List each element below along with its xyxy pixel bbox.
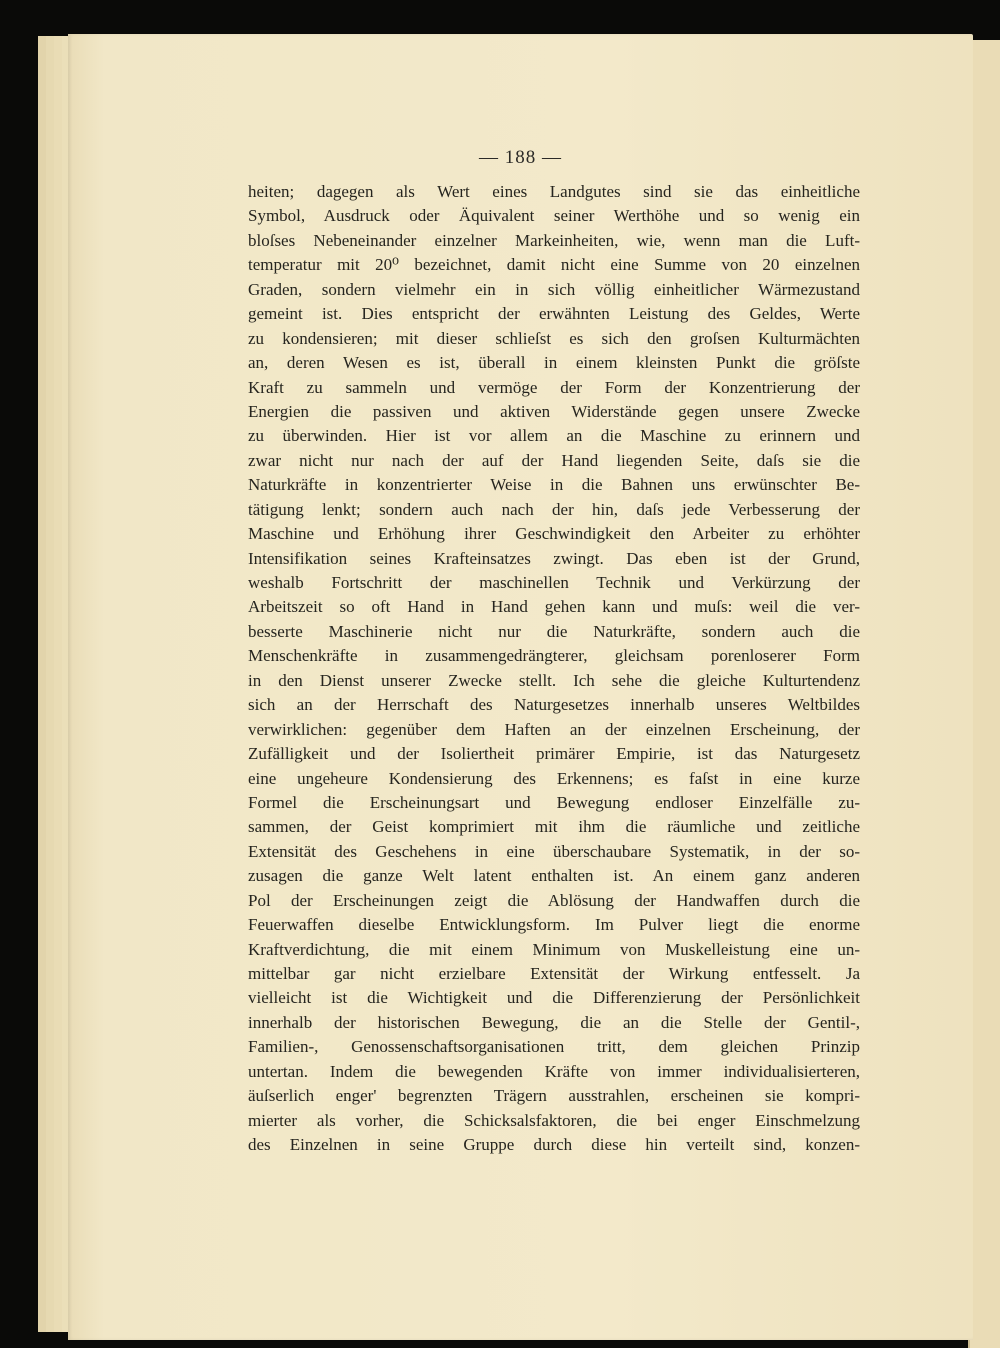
text-line: in den Dienst unserer Zwecke stellt. Ich sehe die gleiche Kulturtendenz	[248, 670, 860, 690]
text-line: sich an der Herrschaft des Naturgesetzes innerhalb unseres Weltbildes	[248, 695, 860, 715]
text-line: Zufälligkeit und der Isoliertheit primärer Empirie, ist das Naturgesetz	[248, 744, 860, 764]
text-line: tätigung lenkt; sondern auch nach der hin, daſs jede Verbesserung der	[248, 499, 860, 519]
text-line: Extensität des Geschehens in eine überschaubare Systematik, in der so-	[248, 841, 860, 861]
text-line: mittelbar gar nicht erzielbare Extensität der Wirkung entfesselt. Ja	[248, 964, 860, 983]
text-line: Naturkräfte in konzentrierter Weise in die Bahnen uns erwünschter Be-	[248, 475, 860, 495]
text-line: zu überwinden. Hier ist vor allem an die Maschine zu erinnern und	[248, 426, 860, 446]
text-line: temperatur mit 20⁰ bezeichnet, damit nicht eine Summe von 20 einzelnen	[248, 255, 860, 275]
text-line: äuſserlich enger' begrenzten Trägern ausstrahlen, erscheinen sie kompri-	[248, 1086, 860, 1106]
text-line: Menschenkräfte in zusammengedrängterer, gleichsam porenloserer Form	[248, 646, 860, 666]
text-line: Intensifikation seines Krafteinsatzes zwingt. Das eben ist der Grund,	[248, 548, 860, 568]
text-line: Kraftverdichtung, die mit einem Minimum von Muskelleistung eine un-	[248, 939, 860, 959]
book-page	[68, 34, 973, 1340]
text-line: Feuerwaffen dieselbe Entwicklungsform. Im Pulver liegt die enorme	[248, 915, 860, 935]
text-line: heiten; dagegen als Wert eines Landgutes sind sie das einheitliche	[248, 182, 860, 201]
text-line: innerhalb der historischen Bewegung, die an die Stelle der Gentil-,	[248, 1012, 860, 1032]
text-line: Kraft zu sammeln und vermöge der Form der Konzentrierung der	[248, 377, 860, 397]
text-line: Formel die Erscheinungsart und Bewegung endloser Einzelfälle zu-	[248, 792, 860, 812]
body-text	[248, 180, 860, 1158]
text-line: zu kondensieren; mit dieser schlieſst es sich den groſsen Kulturmächten	[248, 328, 860, 348]
text-line: an, deren Wesen es ist, überall in einem kleinsten Punkt die gröſste	[248, 353, 860, 373]
text-line: zwar nicht nur nach der auf der Hand liegenden Seite, daſs sie die	[248, 450, 860, 470]
text-line: vielleicht ist die Wichtigkeit und die Differenzierung der Persönlichkeit	[248, 988, 860, 1008]
text-line: weshalb Fortschritt der maschinellen Technik und Verkürzung der	[248, 573, 860, 592]
text-line: Graden, sondern vielmehr ein in sich völlig einheitlicher Wärmezustand	[248, 279, 860, 299]
text-line: Arbeitszeit so oft Hand in Hand gehen kann und muſs: weil die ver-	[248, 597, 860, 617]
text-line: Pol der Erscheinungen zeigt die Ablösung der Handwaffen durch die	[248, 890, 860, 910]
text-line: verwirklichen: gegenüber dem Haften an der einzelnen Erscheinung, der	[248, 719, 860, 739]
text-line: Symbol, Ausdruck oder Äquivalent seiner Werthöhe und so wenig ein	[248, 206, 860, 226]
text-line: sammen, der Geist komprimiert mit ihm die räumliche und zeitliche	[248, 817, 860, 837]
text-line: des Einzelnen in seine Gruppe durch diese hin verteilt sind, konzen-	[248, 1135, 860, 1155]
text-line: zusagen die ganze Welt latent enthalten ist. An einem ganz anderen	[248, 866, 860, 886]
text-line: gemeint ist. Dies entspricht der erwähnten Leistung des Geldes, Werte	[248, 304, 860, 324]
text-line: Energien die passiven und aktiven Widerstände gegen unsere Zwecke	[248, 401, 860, 421]
text-line: untertan. Indem die bewegenden Kräfte von immer individualisierteren,	[248, 1061, 860, 1081]
text-line: bloſses Nebeneinander einzelner Markeinheiten, wie, wenn man die Luft-	[248, 230, 860, 250]
text-line: besserte Maschinerie nicht nur die Naturkräfte, sondern auch die	[248, 621, 860, 641]
page-number: — 188 —	[479, 147, 562, 168]
text-line: eine ungeheure Kondensierung des Erkennens; es faſst in eine kurze	[248, 768, 860, 788]
text-line: Maschine und Erhöhung ihrer Geschwindigkeit den Arbeiter zu erhöhter	[248, 524, 860, 544]
text-line: mierter als vorher, die Schicksalsfaktoren, die bei enger Einschmelzung	[248, 1110, 860, 1130]
text-line: Familien-, Genossenschaftsorganisationen tritt, dem gleichen Prinzip	[248, 1037, 860, 1057]
